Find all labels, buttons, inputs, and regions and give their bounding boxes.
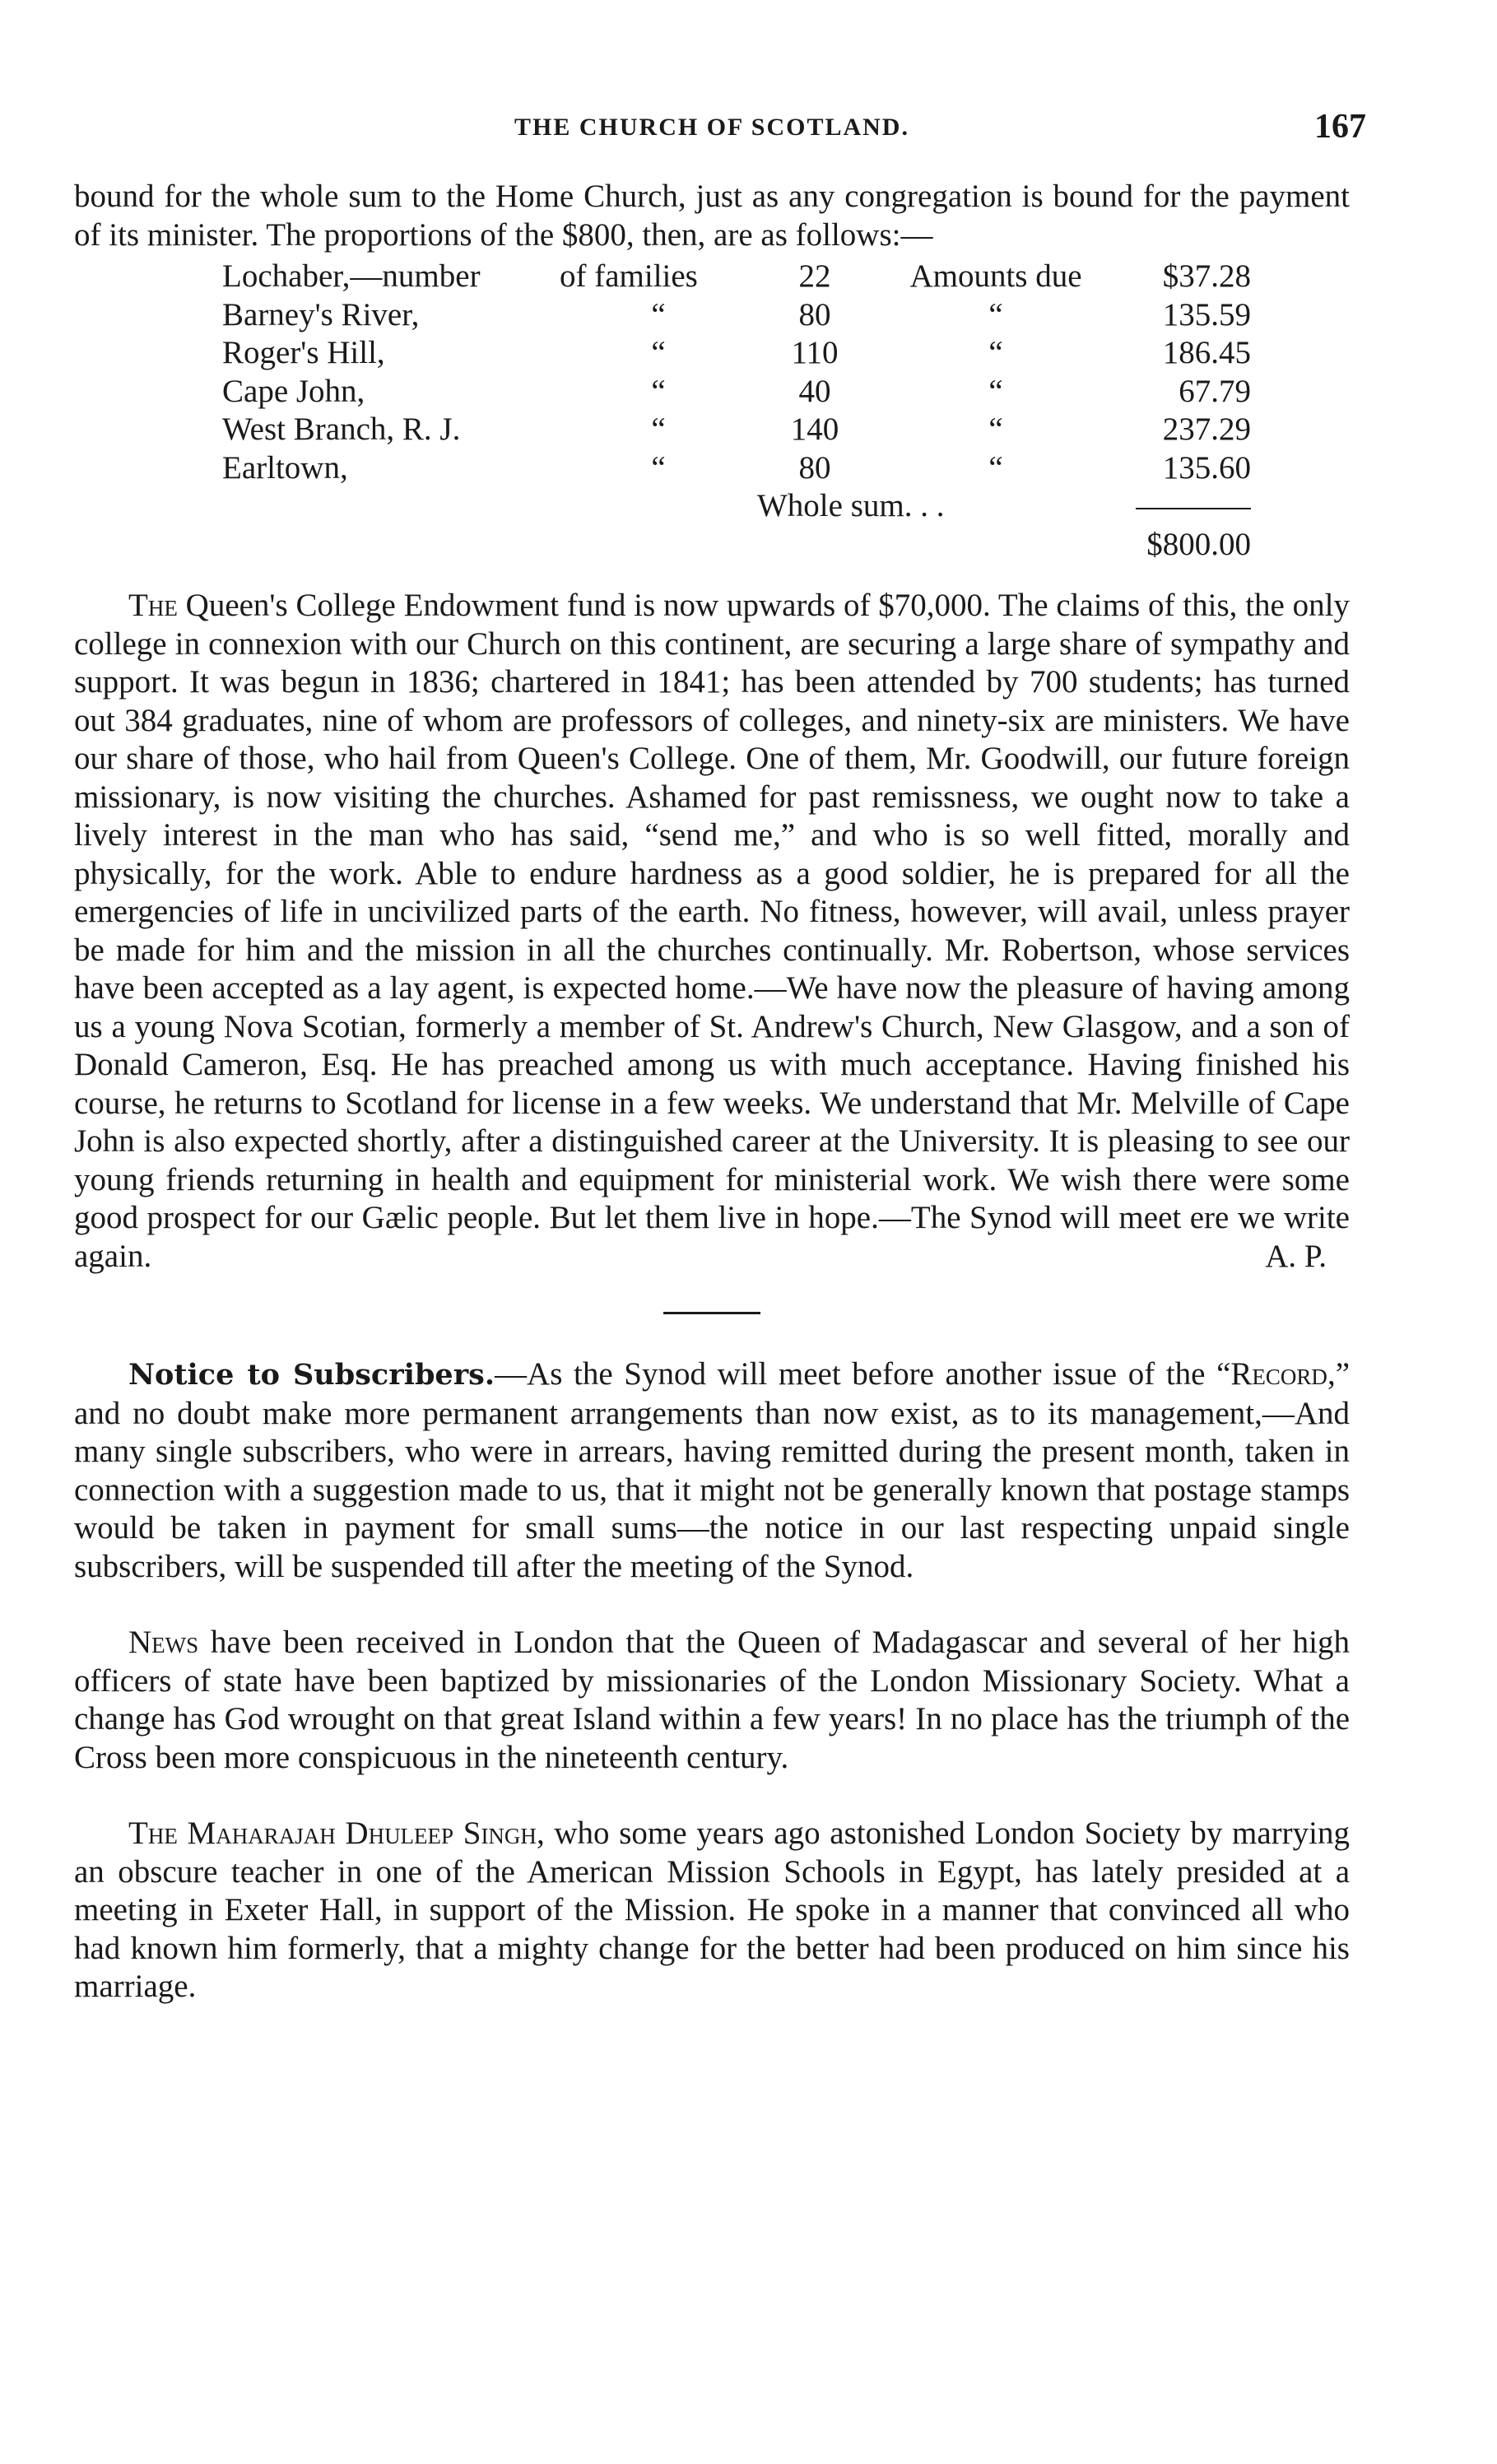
amount-due: 237.29 [1162,411,1251,447]
running-title: THE CHURCH OF SCOTLAND. [514,114,909,141]
ditto-mark: “ [988,449,1003,486]
family-count: 110 [791,335,839,370]
page [74,105,1366,2006]
ditto-mark: “ [651,449,666,486]
congregation-name: Lochaber,—number [222,258,481,294]
family-count: 40 [798,373,831,409]
paragraph-maharajah [74,1815,1350,2006]
ditto-mark: “ [988,335,1003,370]
family-count: 80 [798,296,831,332]
ditto-mark: “ [651,335,666,370]
table-row [222,258,1251,296]
ditto-mark: “ [651,373,666,409]
author-signature: A. P. [1265,1238,1327,1274]
page-number: 167 [1314,108,1366,146]
paragraph-lead: The Maharajah Dhuleep Singh [128,1815,537,1851]
table-row [222,296,1251,335]
paragraph-body: have been received in London that the Queen of Madagascar and several of her high officers of state have been baptized by missionaries of the London Missionary Society. What a change has God wrought on that great Island within a few years! In no place has the triumph of the Cross been more conspicuous in the nineteenth century. [74,1625,1350,1775]
ditto-mark: “ [651,411,666,447]
proportions-table [222,258,1251,564]
ditto-mark: “ [988,373,1003,409]
paragraph-notice-to-subscribers [74,1355,1350,1586]
whole-sum-label: Whole sum. . . [757,488,945,523]
ditto-mark: “ [988,411,1003,447]
whole-sum-row [222,487,1251,526]
paragraph-lead: News [128,1625,199,1660]
family-count: 80 [798,449,831,486]
notice-heading: Notice to Subscribers. [128,1358,495,1392]
ditto-mark: “ [988,296,1003,332]
amount-due: 186.45 [1162,335,1251,370]
paragraph-madagascar [74,1624,1350,1777]
paragraph-body: , who some years ago astonished London Society by marrying an obscure teacher in one of the American Mission Schools in Egypt, has lately presided at a meeting in Exeter Hall, in support of the Mission. He spoke in a manner that convinced all who had known him formerly, that a mighty change for the better had been produced on him since his marriage. [74,1815,1350,2004]
amount-due: 67.79 [1179,373,1251,409]
congregation-name: West Branch, R. J. [222,411,461,447]
running-head [74,105,1366,155]
ditto-mark: Amounts due [909,258,1082,294]
paragraph-queens-college [74,587,1350,1276]
family-count: 22 [798,258,831,294]
congregation-name: Cape John, [222,373,365,409]
total-row [222,526,1251,565]
family-count: 140 [790,411,839,447]
table-row [222,449,1251,488]
paragraph-lead: The [128,588,178,623]
total-amount: $800.00 [1146,526,1251,562]
congregation-name: Earltown, [222,449,348,486]
ditto-mark: of families [560,258,698,294]
amount-due: $37.28 [1162,258,1251,294]
amount-due: 135.59 [1162,296,1251,332]
section-divider [663,1312,760,1314]
table-row [222,334,1251,373]
paragraph-body: Queen's College Endowment fund is now upwards of $70,000. The claims of this, the only college in connexion with our Church on this continent, are securing a large share of sympathy and support. It was begun in 1836; chartered in 1841; has been attended by 700 students; has turned out 384 graduates, nine of whom are professors of colleges, and ninety-six are ministers. We have our share of those, who hail from Queen's College. One of them, Mr. Goodwill, our future foreign missionary, is now visiting the churches. Ashamed for past remissness, we ought now to take a lively interest in the man who has said, “send me,” and who is so well fitted, morally and physically, for the work. Able to endure hardness as a good soldier, he is prepared for all the emergencies of life in uncivilized parts of the earth. No fitness, however, will avail, unless prayer be made for him and the mission in all the churches continually. Mr. Robertson, whose services have been accepted as a lay agent, is expected home.—We have now the pleasure of having among us a young Nova Scotian, formerly a member of St. Andrew's Church, New Glasgow, and a son of Donald Cameron, Esq. He has preached among us with much acceptance. Having finished his course, he returns to Scotland for license in a few weeks. We understand that Mr. Melville of Cape John is also expected shortly, after a distinguished career at the University. It is pleasing to see our young friends returning in health and equipment for ministerial work. We wish there were some good prospect for our Gælic people. But let them live in hope.—The Synod will meet ere we write again. [74,588,1350,1274]
paragraph-body: ,” and no doubt make more permanent arrangements than now exist, as to its management,—And many single subscribers, who were in arrears, having remitted during the present month, taken in connection with a suggestion made to us, that it might not be generally known that postage stamps would be taken in payment for small sums—the notice in our last respecting unpaid single subscribers, will be suspended till after the meeting of the Synod. [74,1356,1350,1584]
record-title: Record [1230,1356,1327,1392]
table-row [222,411,1251,449]
congregation-name: Barney's River, [222,296,420,332]
amount-due: 135.60 [1162,449,1251,486]
paragraph-continuation: bound for the whole sum to the Home Church, just as any congregation is bound for the payment of its minister. The proportions of the $800, then, are as follows:— [74,179,1350,253]
ditto-mark: “ [651,296,666,332]
table-row [222,373,1251,411]
sum-rule [1136,508,1251,509]
congregation-name: Roger's Hill, [222,335,385,370]
paragraph-body: —As the Synod will meet before another issue of the “ [495,1356,1231,1392]
